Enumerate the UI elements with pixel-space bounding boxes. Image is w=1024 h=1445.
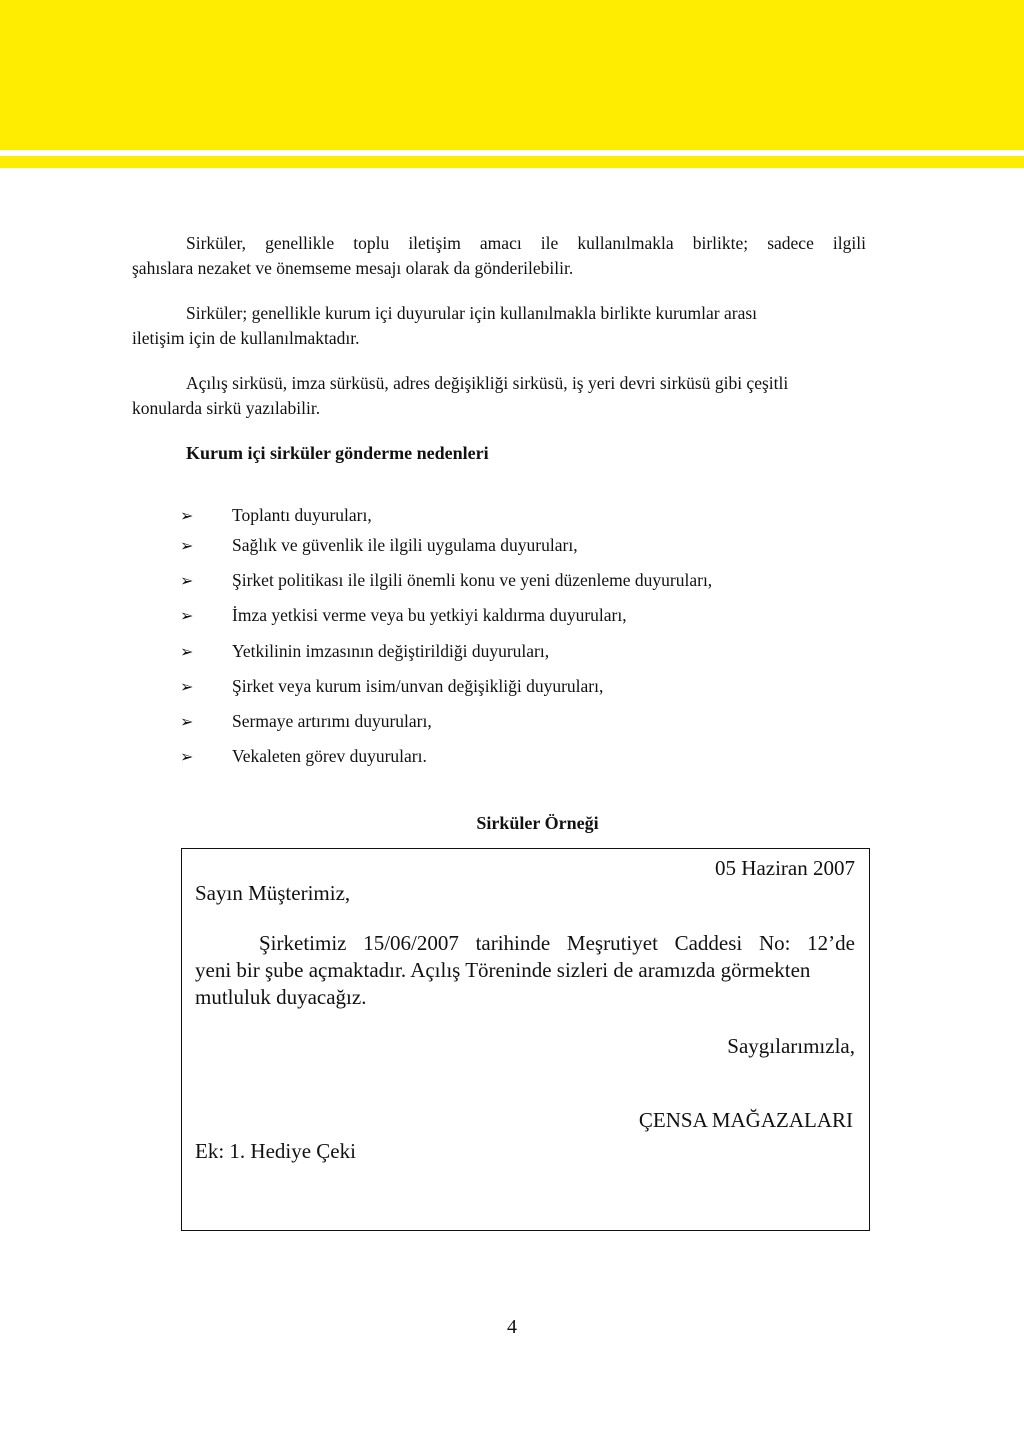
page-number: 4	[507, 1316, 517, 1338]
list-item	[180, 744, 427, 769]
list-item	[180, 503, 372, 528]
letter-body	[195, 930, 855, 1011]
letter-body-line: yeni bir şube açmaktadır. Açılış Töreninde sizleri de aramızda görmekten	[195, 958, 811, 982]
letter-salutation: Sayın Müşterimiz,	[195, 881, 351, 905]
paragraph-line: Açılış sirküsü, imza sürküsü, adres değişikliği sirküsü, iş yeri devri sirküsü gibi çeşitli	[186, 373, 789, 393]
arrow-bullet-icon: ➢	[180, 506, 194, 525]
arrow-bullet-icon: ➢	[180, 642, 194, 661]
list-item	[180, 568, 712, 593]
arrow-bullet-icon: ➢	[180, 712, 194, 731]
letter-company-name: ÇENSA MAĞAZALARI	[638, 1108, 853, 1132]
paragraph-line: konularda sirkü yazılabilir.	[132, 398, 321, 418]
list-item	[180, 709, 432, 734]
example-title: Sirküler Örneği	[476, 813, 599, 833]
list-item-text: Yetkilinin imzasının değiştirildiği duyuruları,	[232, 641, 550, 661]
arrow-bullet-icon: ➢	[180, 606, 194, 625]
list-item	[180, 639, 549, 664]
arrow-bullet-icon: ➢	[180, 747, 194, 766]
list-item-text: Şirket politikası ile ilgili önemli konu ve yeni düzenleme duyuruları,	[232, 570, 713, 590]
header-yellow-stripe	[0, 156, 1024, 168]
list-item-text: Toplantı duyuruları,	[232, 505, 372, 525]
list-item-text: Sağlık ve güvenlik ile ilgili uygulama duyuruları,	[232, 535, 578, 555]
arrow-bullet-icon: ➢	[180, 677, 194, 696]
letter-closing: Saygılarımızla,	[727, 1034, 855, 1058]
list-item-text: İmza yetkisi verme veya bu yetkiyi kaldırma duyuruları,	[232, 605, 627, 625]
paragraph-line: Sirküler, genellikle toplu iletişim amacı ile kullanılmakla birlikte; sadece ilgili	[186, 233, 866, 253]
list-item	[180, 603, 627, 628]
intro-paragraph-3	[132, 371, 866, 421]
letter-date: 05 Haziran 2007	[715, 856, 855, 880]
intro-paragraph-2	[132, 301, 866, 351]
list-item-text: Şirket veya kurum isim/unvan değişikliği duyuruları,	[232, 676, 604, 696]
list-item-text: Sermaye artırımı duyuruları,	[232, 711, 432, 731]
sample-letter-box	[181, 848, 870, 1231]
list-item	[180, 533, 578, 558]
paragraph-line: Sirküler; genellikle kurum içi duyurular için kullanılmakla birlikte kurumlar arası	[186, 303, 758, 323]
arrow-bullet-icon: ➢	[180, 571, 194, 590]
header-yellow-band	[0, 0, 1024, 150]
letter-body-line: mutluluk duyacağız.	[195, 985, 367, 1009]
reasons-heading: Kurum içi sirküler gönderme nedenleri	[186, 443, 489, 463]
paragraph-line: şahıslara nezaket ve önemseme mesajı olarak da gönderilebilir.	[132, 258, 574, 278]
intro-paragraph-1	[132, 231, 866, 281]
list-item	[180, 674, 603, 699]
list-item-text: Vekaleten görev duyuruları.	[232, 746, 427, 766]
letter-attachment: Ek: 1. Hediye Çeki	[195, 1139, 356, 1163]
letter-body-line: Şirketimiz 15/06/2007 tarihinde Meşrutiyet Caddesi No: 12’de	[259, 931, 855, 955]
arrow-bullet-icon: ➢	[180, 536, 194, 555]
paragraph-line: iletişim için de kullanılmaktadır.	[132, 328, 360, 348]
